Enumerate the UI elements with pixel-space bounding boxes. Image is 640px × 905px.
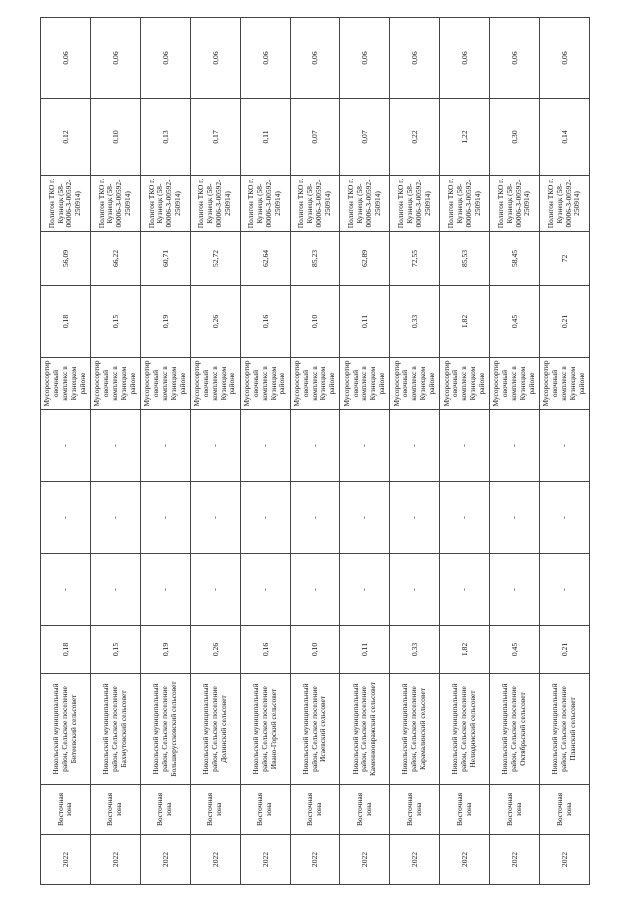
mass-cell: 0,10 bbox=[90, 99, 140, 176]
dash-cell: - bbox=[490, 482, 540, 554]
mass-cell: 1,82 bbox=[440, 626, 490, 674]
mass-cell: 0,21 bbox=[540, 626, 590, 674]
dash-cell: - bbox=[540, 482, 590, 554]
dash-cell: - bbox=[41, 554, 91, 626]
dash-cell: - bbox=[490, 554, 540, 626]
year-cell: 2022 bbox=[240, 835, 290, 885]
dash-cell: - bbox=[240, 482, 290, 554]
dash-cell: - bbox=[290, 554, 340, 626]
mass-cell: 0,13 bbox=[140, 99, 190, 176]
facility-cell: Мусоросортировочный комплекс в Кузнецком районе bbox=[140, 358, 190, 410]
mass-cell: 0,11 bbox=[340, 626, 390, 674]
mass-cell: 0,06 bbox=[540, 18, 590, 99]
municipality-cell: Никольский муниципальный район, Сельское поселение Ивано-Горский сельсовет bbox=[240, 674, 290, 785]
dash-cell: - bbox=[440, 410, 490, 482]
distance-cell: 85,23 bbox=[290, 232, 340, 286]
facility-cell: Мусоросортировочный комплекс в Кузнецком районе bbox=[490, 358, 540, 410]
landfill-cell: Полигон ТКО г. Кузнецк (58-00006-З-00592-250914) bbox=[41, 176, 91, 232]
dash-cell: - bbox=[41, 482, 91, 554]
municipality-cell: Никольский муниципальный район, Сельское поселение Октябрьский сельсовет bbox=[490, 674, 540, 785]
mass-cell: 0,16 bbox=[240, 286, 290, 358]
mass-cell: 0,06 bbox=[90, 18, 140, 99]
mass-cell: 0,19 bbox=[140, 626, 190, 674]
municipality-cell: Никольский муниципальный район, Сельское поселение Каменноовражский сельсовет bbox=[340, 674, 390, 785]
table-row bbox=[140, 18, 190, 885]
zone-cell: Восточная зона bbox=[490, 785, 540, 835]
dash-cell: - bbox=[440, 554, 490, 626]
dash-cell: - bbox=[90, 554, 140, 626]
facility-cell: Мусоросортировочный комплекс в Кузнецком районе bbox=[440, 358, 490, 410]
mass-cell: 0,06 bbox=[240, 18, 290, 99]
dash-cell: - bbox=[490, 410, 540, 482]
mass-cell: 0,11 bbox=[340, 286, 390, 358]
zone-cell: Восточная зона bbox=[440, 785, 490, 835]
mass-cell: 0,18 bbox=[41, 626, 91, 674]
distance-cell: 58,45 bbox=[490, 232, 540, 286]
zone-cell: Восточная зона bbox=[240, 785, 290, 835]
facility-cell: Мусоросортировочный комплекс в Кузнецком районе bbox=[190, 358, 240, 410]
distance-cell: 72 bbox=[540, 232, 590, 286]
facility-cell: Мусоросортировочный комплекс в Кузнецком районе bbox=[340, 358, 390, 410]
mass-cell: 0,06 bbox=[340, 18, 390, 99]
year-cell: 2022 bbox=[90, 835, 140, 885]
dash-cell: - bbox=[140, 554, 190, 626]
distance-cell: 52,72 bbox=[190, 232, 240, 286]
landfill-cell: Полигон ТКО г. Кузнецк (58-00006-З-00592-250914) bbox=[490, 176, 540, 232]
dash-cell: - bbox=[340, 482, 390, 554]
zone-cell: Восточная зона bbox=[41, 785, 91, 835]
zone-cell: Восточная зона bbox=[140, 785, 190, 835]
distance-cell: 62,89 bbox=[340, 232, 390, 286]
table-row bbox=[41, 18, 91, 885]
landfill-cell: Полигон ТКО г. Кузнецк (58-00006-З-00592-250914) bbox=[290, 176, 340, 232]
dash-cell: - bbox=[190, 410, 240, 482]
mass-cell: 1,82 bbox=[440, 286, 490, 358]
dash-cell: - bbox=[290, 410, 340, 482]
table-row bbox=[540, 18, 590, 885]
year-cell: 2022 bbox=[540, 835, 590, 885]
distance-cell: 56,09 bbox=[41, 232, 91, 286]
landfill-cell: Полигон ТКО г. Кузнецк (58-00006-З-00592-250914) bbox=[190, 176, 240, 232]
mass-cell: 0,18 bbox=[41, 286, 91, 358]
dash-cell: - bbox=[240, 410, 290, 482]
mass-cell: 0,33 bbox=[390, 626, 440, 674]
mass-cell: 0,12 bbox=[41, 99, 91, 176]
facility-cell: Мусоросортировочный комплекс в Кузнецком районе bbox=[540, 358, 590, 410]
mass-cell: 0,06 bbox=[41, 18, 91, 99]
zone-cell: Восточная зона bbox=[90, 785, 140, 835]
mass-cell: 0,22 bbox=[390, 99, 440, 176]
landfill-cell: Полигон ТКО г. Кузнецк (58-00006-З-00592-250914) bbox=[540, 176, 590, 232]
municipality-cell: Никольский муниципальный район, Сельское поселение Планский сельсовет bbox=[540, 674, 590, 785]
dash-cell: - bbox=[540, 554, 590, 626]
mass-cell: 0,15 bbox=[90, 626, 140, 674]
table-row bbox=[90, 18, 140, 885]
facility-cell: Мусоросортировочный комплекс в Кузнецком районе bbox=[290, 358, 340, 410]
municipality-cell: Никольский муниципальный район, Сельское поселение Карамалинский сельсовет bbox=[390, 674, 440, 785]
mass-cell: 0,06 bbox=[190, 18, 240, 99]
zone-cell: Восточная зона bbox=[340, 785, 390, 835]
table-row bbox=[290, 18, 340, 885]
year-cell: 2022 bbox=[140, 835, 190, 885]
mass-cell: 0,06 bbox=[290, 18, 340, 99]
year-cell: 2022 bbox=[340, 835, 390, 885]
facility-cell: Мусоросортировочный комплекс в Кузнецком районе bbox=[41, 358, 91, 410]
mass-cell: 0,15 bbox=[90, 286, 140, 358]
mass-cell: 0,06 bbox=[490, 18, 540, 99]
mass-cell: 0,26 bbox=[190, 286, 240, 358]
facility-cell: Мусоросортировочный комплекс в Кузнецком районе bbox=[390, 358, 440, 410]
distance-cell: 85,53 bbox=[440, 232, 490, 286]
zone-cell: Восточная зона bbox=[190, 785, 240, 835]
dash-cell: - bbox=[340, 410, 390, 482]
mass-cell: 0,10 bbox=[290, 286, 340, 358]
mass-cell: 0,17 bbox=[190, 99, 240, 176]
zone-cell: Восточная зона bbox=[390, 785, 440, 835]
municipality-cell: Никольский муниципальный район, Сельское поселение Долинский сельсовет bbox=[190, 674, 240, 785]
mass-cell: 0,19 bbox=[140, 286, 190, 358]
table-row bbox=[190, 18, 240, 885]
table-row bbox=[440, 18, 490, 885]
dash-cell: - bbox=[390, 554, 440, 626]
mass-cell: 0,06 bbox=[390, 18, 440, 99]
mass-cell: 0,10 bbox=[290, 626, 340, 674]
dash-cell: - bbox=[190, 554, 240, 626]
facility-cell: Мусоросортировочный комплекс в Кузнецком районе bbox=[240, 358, 290, 410]
mass-cell: 0,45 bbox=[490, 286, 540, 358]
landfill-cell: Полигон ТКО г. Кузнецк (58-00006-З-00592-250914) bbox=[140, 176, 190, 232]
mass-cell: 0,07 bbox=[340, 99, 390, 176]
landfill-cell: Полигон ТКО г. Кузнецк (58-00006-З-00592-250914) bbox=[390, 176, 440, 232]
dash-cell: - bbox=[540, 410, 590, 482]
distance-cell: 60,71 bbox=[140, 232, 190, 286]
mass-cell: 1,22 bbox=[440, 99, 490, 176]
table-body bbox=[41, 18, 590, 885]
mass-cell: 0,06 bbox=[140, 18, 190, 99]
dash-cell: - bbox=[41, 410, 91, 482]
mass-cell: 0,16 bbox=[240, 626, 290, 674]
dash-cell: - bbox=[90, 410, 140, 482]
mass-cell: 0,07 bbox=[290, 99, 340, 176]
dash-cell: - bbox=[240, 554, 290, 626]
landfill-cell: Полигон ТКО г. Кузнецк (58-00006-З-00592-250914) bbox=[340, 176, 390, 232]
year-cell: 2022 bbox=[490, 835, 540, 885]
facility-cell: Мусоросортировочный комплекс в Кузнецком районе bbox=[90, 358, 140, 410]
table-row bbox=[490, 18, 540, 885]
dash-cell: - bbox=[90, 482, 140, 554]
dash-cell: - bbox=[390, 482, 440, 554]
year-cell: 2022 bbox=[190, 835, 240, 885]
mass-cell: 0,11 bbox=[240, 99, 290, 176]
municipality-cell: Никольский муниципальный район, Сельское поселение Битеевский сельсовет bbox=[41, 674, 91, 785]
year-cell: 2022 bbox=[440, 835, 490, 885]
mass-cell: 0,33 bbox=[390, 286, 440, 358]
municipality-cell: Никольский муниципальный район, Сельское поселение Большеруссковский сельсовет bbox=[140, 674, 190, 785]
year-cell: 2022 bbox=[290, 835, 340, 885]
mass-cell: 0,14 bbox=[540, 99, 590, 176]
landfill-cell: Полигон ТКО г. Кузнецк (58-00006-З-00592-250914) bbox=[440, 176, 490, 232]
waste-flow-table bbox=[40, 17, 590, 885]
dash-cell: - bbox=[440, 482, 490, 554]
landfill-cell: Полигон ТКО г. Кузнецк (58-00006-З-00592-250914) bbox=[240, 176, 290, 232]
year-cell: 2022 bbox=[41, 835, 91, 885]
dash-cell: - bbox=[340, 554, 390, 626]
table-row bbox=[240, 18, 290, 885]
landfill-cell: Полигон ТКО г. Кузнецк (58-00006-З-00592-250914) bbox=[90, 176, 140, 232]
dash-cell: - bbox=[290, 482, 340, 554]
municipality-cell: Никольский муниципальный район, Сельское поселение Исаевский сельсовет bbox=[290, 674, 340, 785]
dash-cell: - bbox=[390, 410, 440, 482]
year-cell: 2022 bbox=[390, 835, 440, 885]
mass-cell: 0,30 bbox=[490, 99, 540, 176]
dash-cell: - bbox=[140, 410, 190, 482]
zone-cell: Восточная зона bbox=[290, 785, 340, 835]
distance-cell: 66,22 bbox=[90, 232, 140, 286]
mass-cell: 0,26 bbox=[190, 626, 240, 674]
rotated-page bbox=[40, 18, 590, 885]
table-row bbox=[340, 18, 390, 885]
municipality-cell: Никольский муниципальный район, Сельское поселение Бахмутовский сельсовет bbox=[90, 674, 140, 785]
dash-cell: - bbox=[190, 482, 240, 554]
distance-cell: 62,64 bbox=[240, 232, 290, 286]
table-row bbox=[390, 18, 440, 885]
mass-cell: 0,21 bbox=[540, 286, 590, 358]
mass-cell: 0,45 bbox=[490, 626, 540, 674]
zone-cell: Восточная зона bbox=[540, 785, 590, 835]
municipality-cell: Никольский муниципальный район, Сельское поселение Нелюдимский сельсовет bbox=[440, 674, 490, 785]
distance-cell: 72,55 bbox=[390, 232, 440, 286]
dash-cell: - bbox=[140, 482, 190, 554]
mass-cell: 0,06 bbox=[440, 18, 490, 99]
